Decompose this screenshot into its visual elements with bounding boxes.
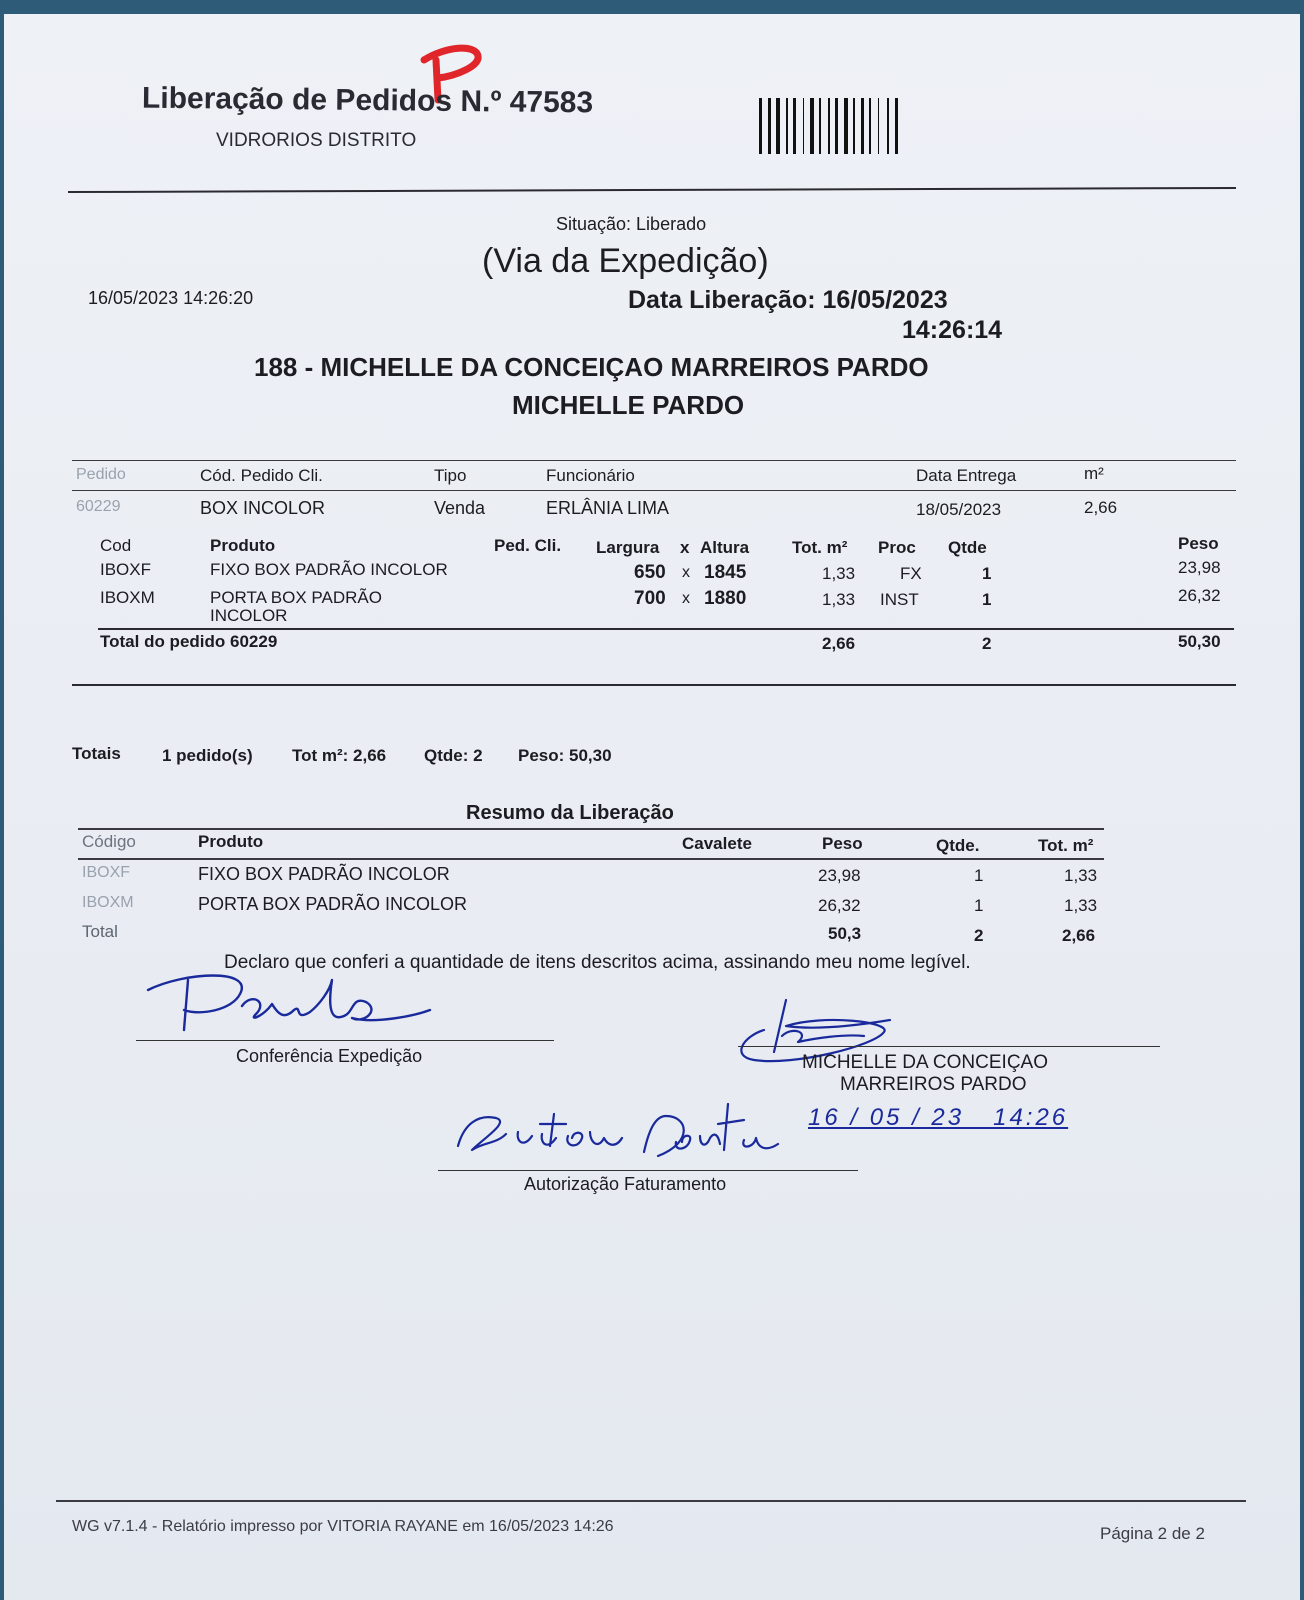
items-col-cod: Cod bbox=[100, 536, 132, 555]
footer-report-info: WG v7.1.4 - Relatório impresso por VITORIA RAYANE em 16/05/2023 14:26 bbox=[72, 1518, 614, 1535]
signature-label-expedicao: Conferência Expedição bbox=[236, 1046, 423, 1066]
summary-total-m2: 2,66 bbox=[1062, 926, 1096, 945]
order-delivery-date: 18/05/2023 bbox=[916, 500, 1002, 519]
order-total-peso: 50,30 bbox=[1178, 632, 1221, 651]
signature-label-faturamento: Autorização Faturamento bbox=[524, 1174, 727, 1194]
barcode-bar bbox=[861, 98, 864, 154]
signature-label-client-1: MICHELLE DA CONCEIÇAO bbox=[802, 1052, 1048, 1073]
customer-name: 188 - MICHELLE DA CONCEIÇAO MARREIROS PARDO bbox=[254, 352, 929, 382]
col-cod-pedido-cli: Cód. Pedido Cli. bbox=[200, 466, 323, 485]
item-proc: FX bbox=[900, 564, 922, 583]
item-altura: 1880 bbox=[704, 588, 747, 609]
customer-short-name: MICHELLE PARDO bbox=[512, 390, 745, 420]
totals-label: Totais bbox=[72, 744, 121, 763]
release-date-value: 16/05/2023 bbox=[822, 286, 948, 314]
items-col-largura: Largura bbox=[596, 538, 660, 557]
barcode-bar bbox=[853, 98, 855, 154]
signature-line-client bbox=[738, 1046, 1160, 1047]
summary-col-qtde: Qtde. bbox=[936, 836, 980, 855]
barcode-bar bbox=[869, 98, 871, 154]
item-produto: FIXO BOX PADRÃO INCOLOR bbox=[210, 560, 448, 579]
order-total-qtde: 2 bbox=[982, 634, 992, 653]
order-header-divider bbox=[72, 490, 1236, 491]
items-col-peso: Peso bbox=[1178, 534, 1219, 553]
summary-col-codigo: Código bbox=[82, 832, 136, 851]
items-col-x: x bbox=[680, 538, 690, 557]
order-total-label: Total do pedido 60229 bbox=[100, 632, 278, 651]
item-qtde: 1 bbox=[982, 590, 992, 609]
copy-label: (Via da Expedição) bbox=[482, 242, 769, 280]
summary-col-tot-m2: Tot. m² bbox=[1038, 836, 1094, 855]
item-qtde: 1 bbox=[982, 564, 992, 583]
barcode-bar bbox=[786, 98, 788, 154]
item-tot-m2: 1,33 bbox=[822, 590, 856, 609]
summary-col-peso: Peso bbox=[822, 834, 863, 853]
summary-tot-m2: 1,33 bbox=[1064, 866, 1098, 885]
item-produto-line2: INCOLOR bbox=[210, 606, 288, 625]
item-proc: INST bbox=[880, 590, 919, 609]
order-section-top-line bbox=[72, 460, 1236, 461]
barcode-bar bbox=[887, 98, 889, 154]
document-title: Liberação de Pedidos N.º 47583 bbox=[141, 81, 594, 120]
items-col-altura: Altura bbox=[700, 538, 750, 557]
col-funcionario: Funcionário bbox=[546, 466, 635, 485]
summary-header-divider bbox=[78, 858, 1104, 860]
item-produto: PORTA BOX PADRÃO bbox=[210, 588, 382, 607]
items-col-produto: Produto bbox=[210, 536, 276, 555]
order-client-code: BOX INCOLOR bbox=[200, 498, 326, 518]
summary-col-produto: Produto bbox=[198, 832, 264, 851]
order-m2: 2,66 bbox=[1084, 498, 1118, 517]
order-employee: ERLÂNIA LIMA bbox=[546, 498, 670, 518]
release-time: 14:26:14 bbox=[902, 316, 1003, 344]
totals-pedidos: 1 pedido(s) bbox=[162, 746, 253, 765]
barcode-bar bbox=[828, 98, 830, 154]
signature-line-expedicao bbox=[136, 1040, 554, 1041]
col-m2: m² bbox=[1084, 464, 1104, 483]
barcode-bar bbox=[835, 98, 838, 154]
summary-qtde: 1 bbox=[974, 896, 984, 915]
item-cod: IBOXF bbox=[100, 560, 152, 579]
signature-line-faturamento bbox=[438, 1170, 858, 1171]
barcode-bar bbox=[759, 98, 762, 154]
summary-codigo: IBOXF bbox=[82, 864, 131, 881]
summary-total-qtde: 2 bbox=[974, 926, 984, 945]
release-label: Data Liberação: bbox=[628, 286, 816, 314]
totals-qtde: Qtde: 2 bbox=[424, 746, 483, 765]
summary-qtde: 1 bbox=[974, 866, 984, 885]
order-total-m2: 2,66 bbox=[822, 634, 856, 653]
signature-label-client-2: MARREIROS PARDO bbox=[840, 1074, 1027, 1095]
barcode-bar bbox=[776, 98, 780, 154]
barcode-bar bbox=[810, 98, 814, 154]
release-date bbox=[628, 286, 948, 315]
barcode-bar bbox=[803, 98, 804, 154]
item-tot-m2: 1,33 bbox=[822, 564, 856, 583]
summary-peso: 26,32 bbox=[818, 896, 861, 915]
item-largura: 700 bbox=[634, 588, 666, 609]
item-peso: 23,98 bbox=[1178, 558, 1221, 577]
summary-produto: FIXO BOX PADRÃO INCOLOR bbox=[198, 864, 450, 884]
totals-m2: Tot m²: 2,66 bbox=[292, 746, 387, 765]
barcode-bar bbox=[819, 98, 821, 154]
order-number: 60229 bbox=[76, 498, 121, 515]
footer-divider bbox=[56, 1500, 1246, 1502]
barcode-bar bbox=[768, 98, 771, 154]
item-largura: 650 bbox=[634, 562, 666, 583]
declaration-text: Declaro que conferi a quantidade de itens descritos acima, assinando meu nome legível. bbox=[224, 952, 971, 973]
handwritten-signature-paulo bbox=[144, 966, 454, 1056]
status-label: Situação: Liberado bbox=[556, 214, 707, 234]
items-col-ped-cli: Ped. Cli. bbox=[494, 536, 562, 555]
item-x: x bbox=[682, 564, 690, 581]
barcode-bar bbox=[793, 98, 796, 154]
item-peso: 26,32 bbox=[1178, 586, 1221, 605]
item-x: x bbox=[682, 590, 690, 607]
col-data-entrega: Data Entrega bbox=[916, 466, 1017, 485]
document-page bbox=[4, 14, 1300, 1600]
summary-produto: PORTA BOX PADRÃO INCOLOR bbox=[198, 894, 468, 914]
summary-peso: 23,98 bbox=[818, 866, 861, 885]
printed-timestamp: 16/05/2023 14:26:20 bbox=[88, 288, 254, 308]
summary-tot-m2: 1,33 bbox=[1064, 896, 1098, 915]
col-pedido: Pedido bbox=[76, 466, 126, 483]
items-col-proc: Proc bbox=[878, 538, 916, 557]
item-altura: 1845 bbox=[704, 562, 747, 583]
order-total-divider bbox=[98, 628, 1234, 630]
handwritten-signature-vitoria bbox=[444, 1094, 784, 1174]
barcode-bar bbox=[844, 98, 848, 154]
item-cod: IBOXM bbox=[100, 588, 155, 607]
handwritten-date: 16 / 05 / 23 14:26 bbox=[808, 1104, 1069, 1131]
barcode-image bbox=[759, 98, 964, 154]
order-type: Venda bbox=[434, 498, 486, 518]
company-name: VIDRORIOS DISTRITO bbox=[216, 130, 417, 151]
summary-total-label: Total bbox=[82, 922, 118, 941]
items-col-qtde: Qtde bbox=[948, 538, 987, 557]
footer-page-number: Página 2 de 2 bbox=[1100, 1524, 1205, 1543]
items-col-tot-m2: Tot. m² bbox=[792, 538, 848, 557]
header-divider bbox=[68, 187, 1236, 193]
col-tipo: Tipo bbox=[434, 466, 467, 485]
summary-top-line bbox=[78, 828, 1104, 830]
order-section-bottom-line bbox=[72, 684, 1236, 686]
totals-peso: Peso: 50,30 bbox=[518, 746, 612, 765]
summary-codigo: IBOXM bbox=[82, 894, 134, 911]
barcode-bar bbox=[878, 98, 879, 154]
summary-title: Resumo da Liberação bbox=[466, 802, 674, 824]
barcode-bar bbox=[895, 98, 898, 154]
summary-total-peso: 50,3 bbox=[828, 924, 862, 943]
summary-col-cavalete: Cavalete bbox=[682, 834, 752, 853]
